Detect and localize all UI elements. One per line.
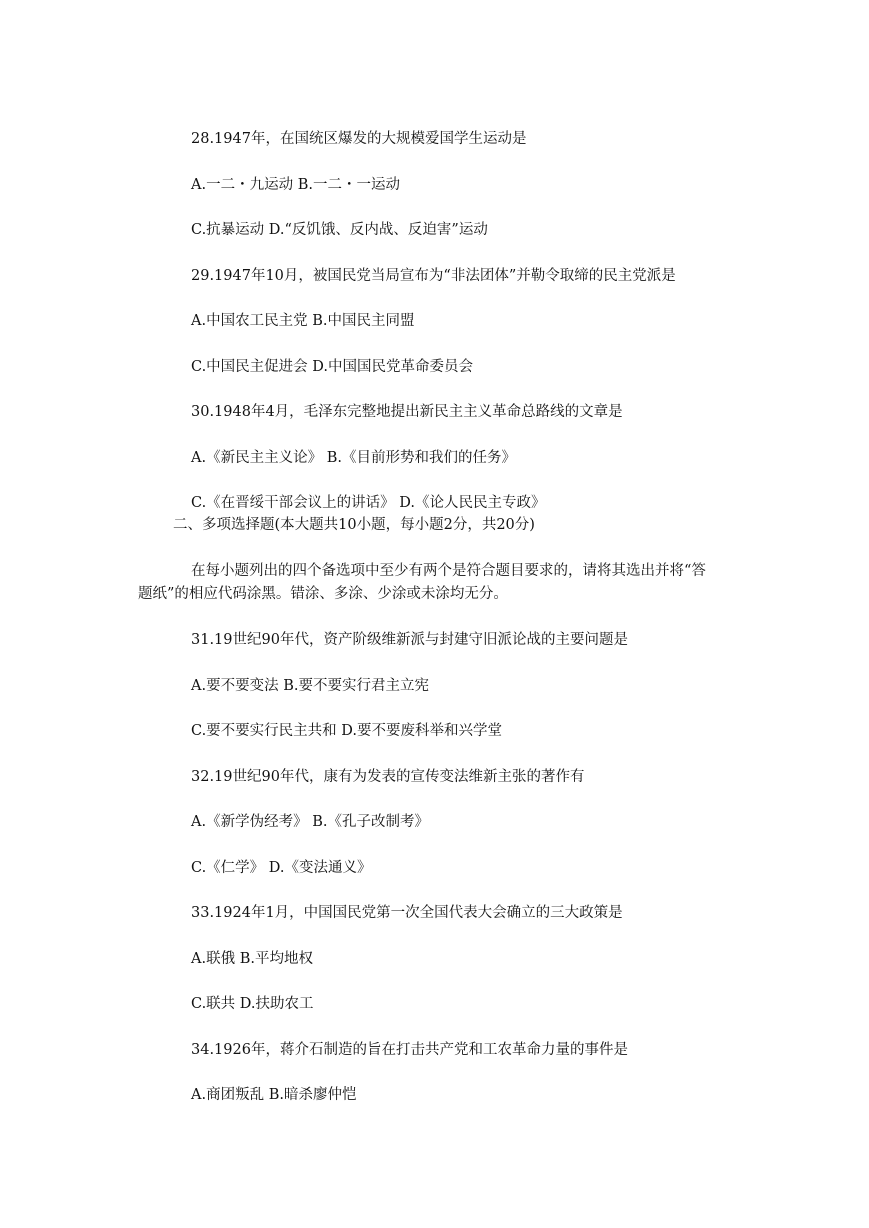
section-instruction-line1: 在每小题列出的四个备选项中至少有两个是符合题目要求的，请将其选出并将“答 xyxy=(191,563,706,579)
question-28-options-cd: C.抗暴运动 D.“反饥饿、反内战、反迫害”运动 xyxy=(191,222,488,238)
question-32-stem: 32.19世纪90年代，康有为发表的宣传变法维新主张的著作有 xyxy=(191,769,585,785)
question-29-options-cd: C.中国民主促进会 D.中国国民党革命委员会 xyxy=(191,359,474,375)
question-32-options-ab: A.《新学伪经考》 B.《孔子改制考》 xyxy=(191,814,429,830)
question-31-options-cd: C.要不要实行民主共和 D.要不要废科举和兴学堂 xyxy=(191,723,503,739)
question-30-options-ab: A.《新民主主义论》 B.《目前形势和我们的任务》 xyxy=(191,450,516,466)
question-31-stem: 31.19世纪90年代，资产阶级维新派与封建守旧派论战的主要问题是 xyxy=(191,632,628,648)
section-heading: 二、多项选择题(本大题共10小题，每小题2分，共20分) xyxy=(173,517,535,533)
question-34-options-ab: A.商团叛乱 B.暗杀廖仲恺 xyxy=(191,1087,357,1103)
question-30-options-cd: C.《在晋绥干部会议上的讲话》 D.《论人民民主专政》 xyxy=(191,495,546,511)
question-30-stem: 30.1948年4月，毛泽东完整地提出新民主主义革命总路线的文章是 xyxy=(191,404,623,420)
question-33-stem: 33.1924年1月，中国国民党第一次全国代表大会确立的三大政策是 xyxy=(191,905,623,921)
question-28-stem: 28.1947年，在国统区爆发的大规模爱国学生运动是 xyxy=(191,131,527,147)
section-instruction-line2: 题纸”的相应代码涂黑。错涂、多涂、少涂或未涂均无分。 xyxy=(138,586,508,602)
question-34-stem: 34.1926年，蒋介石制造的旨在打击共产党和工农革命力量的事件是 xyxy=(191,1042,628,1058)
question-29-stem: 29.1947年10月，被国民党当局宣布为“非法团体”并勒令取缔的民主党派是 xyxy=(191,268,676,284)
question-33-options-ab: A.联俄 B.平均地权 xyxy=(191,951,313,967)
question-29-options-ab: A.中国农工民主党 B.中国民主同盟 xyxy=(191,313,415,329)
question-31-options-ab: A.要不要变法 B.要不要实行君主立宪 xyxy=(191,678,429,694)
question-28-options-ab: A.一二・九运动 B.一二・一运动 xyxy=(191,177,400,193)
question-33-options-cd: C.联共 D.扶助农工 xyxy=(191,996,314,1012)
question-32-options-cd: C.《仁学》 D.《变法通义》 xyxy=(191,860,372,876)
